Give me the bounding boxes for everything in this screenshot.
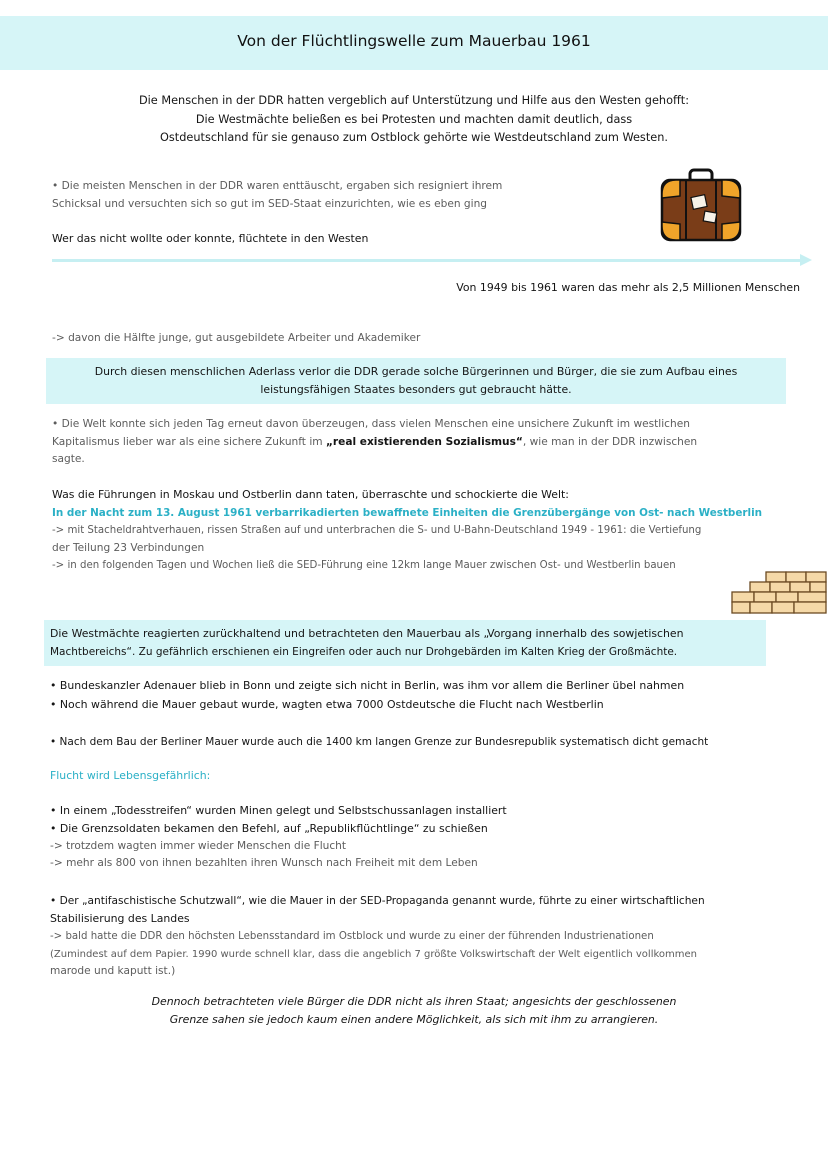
brick-wall-icon bbox=[730, 570, 828, 616]
text-line: Machtbereichs“. Zu gefährlich erschienen ein Eingreifen oder auch nur Drohgebärden im Kalten Krieg der Großmächte. bbox=[50, 646, 678, 658]
list-subitem: -> mehr als 800 von ihnen bezahlten ihren Wunsch nach Freiheit mit dem Leben bbox=[50, 856, 478, 869]
refugee-composition: -> davon die Hälfte junge, gut ausgebildete Arbeiter und Akademiker bbox=[52, 332, 421, 344]
key-event-line: In der Nacht zum 13. August 1961 verbarrikadierten bewaffnete Einheiten die Grenzübergänge von Ost- nach Westberlin bbox=[52, 507, 763, 519]
text-line: Was die Führungen in Moskau und Ostberlin dann taten, überraschte und schockierte die Welt: bbox=[52, 488, 569, 501]
page-title: Von der Flüchtlingswelle zum Mauerbau 1961 bbox=[237, 32, 591, 50]
disappointment-paragraph bbox=[52, 178, 612, 213]
refugee-count: Von 1949 bis 1961 waren das mehr als 2,5 Millionen Menschen bbox=[456, 281, 800, 294]
section-heading: Flucht wird Lebensgefährlich: bbox=[50, 769, 211, 782]
text-span: Kapitalismus lieber war als eine sichere Zukunft im bbox=[52, 435, 326, 448]
text-line: -> in den folgenden Tagen und Wochen ließ die SED-Führung eine 12km lange Mauer zwischen Ost- und Westberlin bauen bbox=[52, 560, 676, 571]
world-convinced-paragraph bbox=[52, 416, 792, 469]
adenauer-bullet: • Bundeskanzler Adenauer blieb in Bonn und zeigte sich nicht in Berlin, was ihm vor allem die Berliner übel nahmen bbox=[50, 679, 685, 692]
text-line: -> mit Stacheldrahtverhauen, rissen Straßen auf und unterbrachen die S- und U-Bahn-Deutschland 1949 - 1961: die Vertiefung bbox=[52, 525, 702, 536]
timeline-arrow-line bbox=[52, 259, 804, 262]
list-subitem: -> trotzdem wagten immer wieder Menschen die Flucht bbox=[50, 840, 347, 852]
text-line: -> bald hatte die DDR den höchsten Lebensstandard im Ostblock und wurde zu einer der führenden Industrienationen bbox=[50, 931, 654, 942]
intro-line: Ostdeutschland für sie genauso zum Ostblock gehörte wie Westdeutschland zum Westen. bbox=[160, 131, 668, 144]
text-line bbox=[52, 434, 792, 452]
text-line: Durch diesen menschlichen Aderlass verlor die DDR gerade solche Bürgerinnen und Bürger, die sie zum Aufbau eines bbox=[94, 365, 738, 378]
list-item: • Die Grenzsoldaten bekamen den Befehl, auf „Republikflüchtlinge“ zu schießen bbox=[50, 822, 488, 835]
bloodletting-text bbox=[46, 363, 786, 399]
closing-paragraph bbox=[60, 993, 768, 1029]
text-line: leistungsfähigen Staates besonders gut gebraucht hätte. bbox=[260, 383, 572, 396]
intro-line: Die Westmächte beließen es bei Protesten und machten damit deutlich, dass bbox=[195, 112, 633, 126]
text-line: der Teilung 23 Verbindungen bbox=[52, 541, 205, 554]
emphasis-phrase: „real existierenden Sozialismus“ bbox=[325, 435, 523, 448]
text-line: (Zumindest auf dem Papier. 1990 wurde schnell klar, dass die angeblich 7 größte Volkswirtschaft der Welt eigentlich vollkommen bbox=[50, 948, 698, 960]
text-line: • Die meisten Menschen in der DDR waren enttäuscht, ergaben sich resigniert ihrem bbox=[52, 180, 503, 192]
intro-line: Die Menschen in der DDR hatten vergeblich auf Unterstützung und Hilfe aus den Westen gehofft: bbox=[138, 94, 690, 107]
flee-statement: Wer das nicht wollte oder konnte, flüchtete in den Westen bbox=[52, 232, 369, 245]
text-line: Die Westmächte reagierten zurückhaltend und betrachteten den Mauerbau als „Vorgang innerhalb des sowjetischen bbox=[50, 627, 684, 640]
text-span: , wie man in der DDR inzwischen bbox=[522, 435, 698, 448]
protective-wall-paragraph bbox=[50, 892, 810, 981]
text-line: sagte. bbox=[52, 453, 85, 465]
text-line: marode und kaputt ist.) bbox=[50, 965, 176, 977]
text-line: Schicksal und versuchten sich so gut im SED-Staat einzurichten, wie es eben ging bbox=[52, 197, 488, 210]
text-line: • Der „antifaschistische Schutzwall“, wie die Mauer in der SED-Propaganda genannt wurde, führte zu einer wirtschaftlichen bbox=[50, 895, 705, 907]
text-line: Stabilisierung des Landes bbox=[50, 912, 190, 925]
intro-paragraph bbox=[60, 92, 768, 148]
text-line: Grenze sahen sie jedoch kaum einen andere Möglichkeit, als sich mit ihm zu arrangieren. bbox=[169, 1013, 659, 1026]
text-line: Dennoch betrachteten viele Bürger die DDR nicht als ihren Staat; angesichts der geschlossenen bbox=[151, 995, 677, 1008]
text-line: • Die Welt konnte sich jeden Tag erneut davon überzeugen, dass vielen Menschen eine unsichere Zukunft im westlichen bbox=[52, 418, 690, 430]
timeline-arrow-head bbox=[800, 254, 812, 266]
western-reaction-text bbox=[50, 625, 766, 661]
escape-7000-bullet: • Noch während die Mauer gebaut wurde, wagten etwa 7000 Ostdeutsche die Flucht nach Westberlin bbox=[50, 698, 604, 711]
wall-construction-paragraph bbox=[52, 486, 812, 575]
dangerous-escape-list bbox=[50, 802, 790, 872]
border-sealed-bullet: • Nach dem Bau der Berliner Mauer wurde auch die 1400 km langen Grenze zur Bundesrepublik systematisch dicht gemacht bbox=[50, 736, 709, 748]
suitcase-icon bbox=[658, 168, 744, 244]
list-item: • In einem „Todesstreifen“ wurden Minen gelegt und Selbstschussanlagen installiert bbox=[50, 804, 507, 817]
